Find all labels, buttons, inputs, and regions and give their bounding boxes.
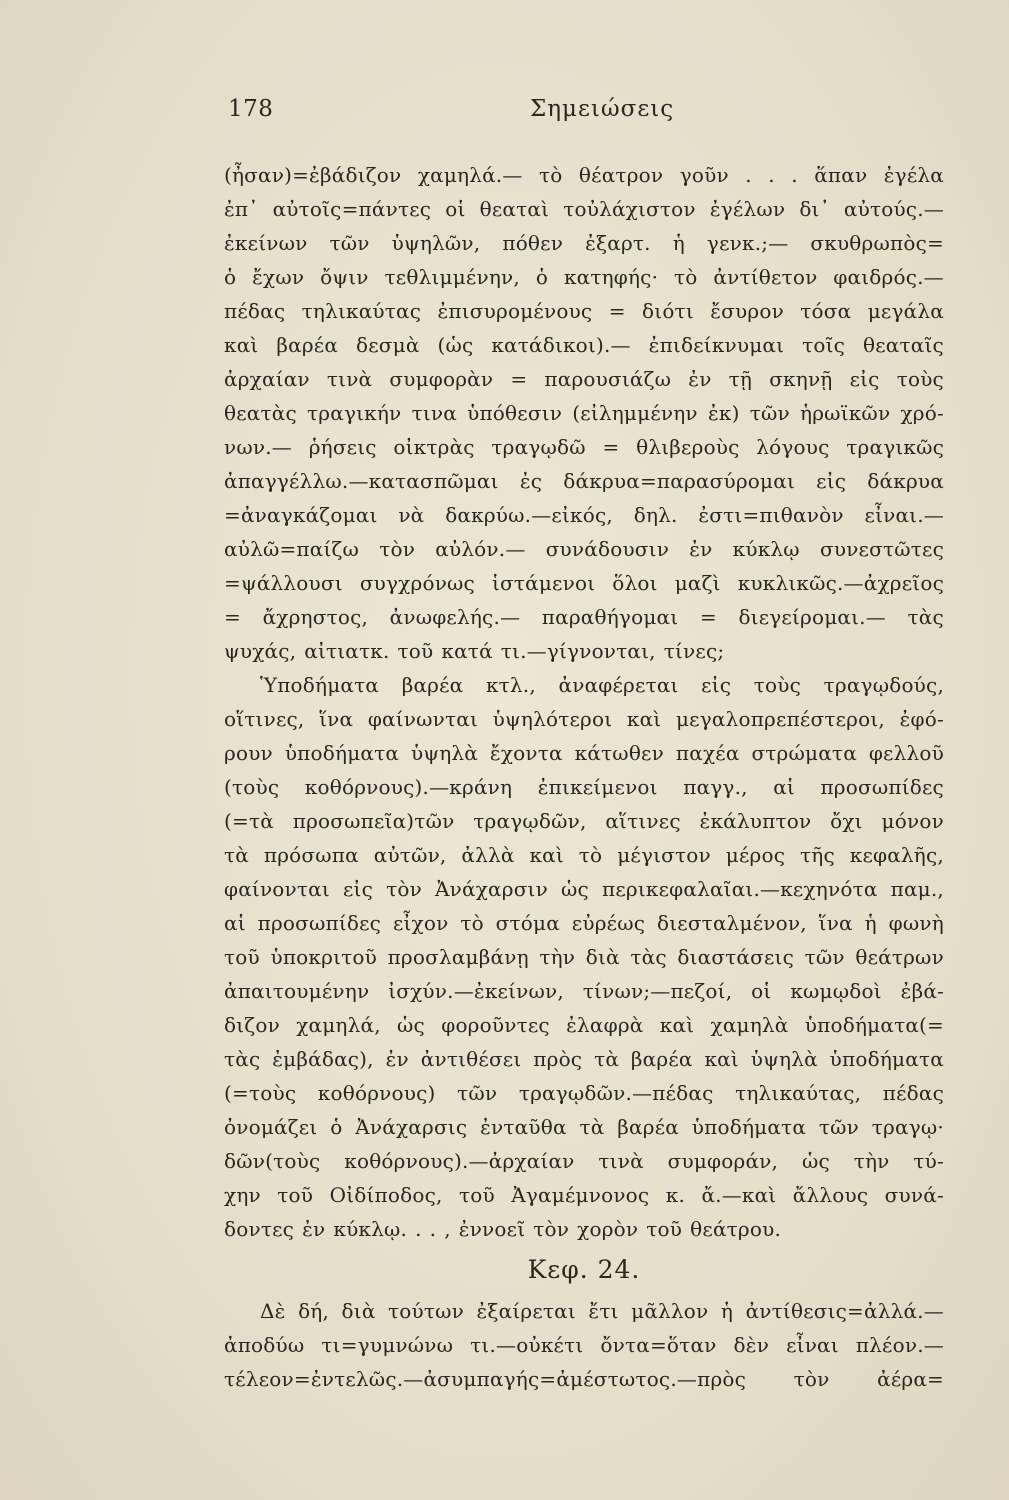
text-line: Δὲ δή, διὰ τούτων ἐξαίρεται ἔτι μᾶλλον ἡ ἀντίθεσις=ἀλλά.— — [260, 1299, 944, 1323]
text-line: ἀρχαίαν τινὰ συμφορὰν = παρουσιάζω ἐν τῇ σκηνῇ εἰς τοὺς — [224, 367, 944, 391]
text-line: δοντες ἐν κύκλῳ. . . , ἐννοεῖ τὸν χορὸν τοῦ θεάτρου. — [224, 1217, 782, 1241]
text-line: (ἦσαν)=ἐβάδιζον χαμηλά.— τὸ θέατρον γοῦν . . . ἅπαν ἐγέλα — [224, 163, 944, 187]
text-line: φαίνονται εἰς τὸν Ἀνάχαρσιν ὡς περικεφαλαῖαι.—κεχηνότα παμ., — [224, 877, 944, 901]
notes-paragraphs — [224, 158, 944, 1246]
text-line: τὰ πρόσωπα αὐτῶν, ἀλλὰ καὶ τὸ μέγιστον μέρος τῆς κεφαλῆς, — [224, 843, 944, 867]
text-line: ἀπαιτουμένην ἰσχύν.—ἐκείνων, τίνων;—πεζοί, οἱ κωμῳδοὶ ἐβά- — [224, 979, 944, 1003]
text-line: οἵτινες, ἵνα φαίνωνται ὑψηλότεροι καὶ μεγαλοπρεπέστεροι, ἐφό- — [224, 707, 944, 731]
text-line: =ψάλλουσι συγχρόνως ἱστάμενοι ὅλοι μαζὶ κυκλικῶς.—ἀχρεῖος — [224, 571, 944, 595]
text-line: τὰς ἐμβάδας), ἐν ἀντιθέσει πρὸς τὰ βαρέα καὶ ὑψηλὰ ὑποδήματα — [224, 1047, 944, 1071]
text-line: (=τοὺς κοθόρνους) τῶν τραγῳδῶν.—πέδας τηλικαύτας, πέδας — [224, 1081, 944, 1105]
text-line: ἀπαγγέλλω.—κατασπῶμαι ἐς δάκρυα=παρασύρομαι εἰς δάκρυα — [224, 469, 944, 493]
text-line: πέδας τηλικαύτας ἐπισυρομένους = διότι ἔσυρον τόσα μεγάλα — [224, 299, 944, 323]
running-head: Σημειώσεις — [530, 96, 675, 122]
text-line: ἐκείνων τῶν ὑψηλῶν, πόθεν ἐξαρτ. ἡ γενκ.;— σκυθρωπὸς= — [224, 231, 944, 255]
text-line: ψυχάς, αἰτιατκ. τοῦ κατά τι.—γίγνονται, τίνες; — [224, 639, 725, 663]
text-line: (τοὺς κοθόρνους).—κράνη ἐπικείμενοι παγγ., αἱ προσωπίδες — [224, 775, 944, 799]
text-line: ὁ ἔχων ὄψιν τεθλιμμένην, ὁ κατηφής· τὸ ἀντίθετον φαιδρός.— — [224, 265, 944, 289]
text-line: Ὑποδήματα βαρέα κτλ., ἀναφέρεται εἰς τοὺς τραγῳδούς, — [260, 673, 944, 697]
text-line: αὐλῶ=παίζω τὸν αὐλόν.— συνάδουσιν ἐν κύκλῳ συνεστῶτες — [224, 537, 944, 561]
text-line: =ἀναγκάζομαι νὰ δακρύω.—εἰκός, δηλ. ἐστι=πιθανὸν εἶναι.— — [224, 503, 944, 527]
text-line: (=τὰ προσωπεῖα)τῶν τραγῳδῶν, αἵτινες ἐκάλυπτον ὄχι μόνον — [224, 809, 944, 833]
text-line: νων.— ῥήσεις οἰκτρὰς τραγῳδῶ = θλιβεροὺς λόγους τραγικῶς — [224, 435, 944, 459]
text-line: ἀποδύω τι=γυμνώνω τι.—οὐκέτι ὄντα=ὅταν δὲν εἶναι πλέον.— — [224, 1333, 944, 1357]
text-line: διζον χαμηλά, ὡς φοροῦντες ἐλαφρὰ καὶ χαμηλὰ ὑποδήματα(= — [224, 1013, 944, 1037]
chapter-notes — [224, 1294, 944, 1396]
chapter-heading: Κεφ. 24. — [527, 1255, 641, 1284]
text-line: = ἄχρηστος, ἀνωφελής.— παραθήγομαι = διεγείρομαι.— τὰς — [224, 605, 944, 629]
body-text — [224, 158, 944, 1396]
text-line: αἱ προσωπίδες εἶχον τὸ στόμα εὐρέως διεσταλμένον, ἵνα ἡ φωνὴ — [224, 911, 944, 935]
text-line: ρουν ὑποδήματα ὑψηλὰ ἔχοντα κάτωθεν παχέα στρώματα φελλοῦ — [224, 741, 944, 765]
page-header — [228, 96, 940, 132]
text-line: θεατὰς τραγικήν τινα ὑπόθεσιν (εἰλημμένην ἐκ) τῶν ἡρωϊκῶν χρό- — [224, 401, 944, 425]
text-line: ἐπ᾿ αὐτοῖς=πάντες οἱ θεαταὶ τοὐλάχιστον ἐγέλων δι᾿ αὐτούς.— — [224, 197, 944, 221]
page-number: 178 — [228, 96, 274, 122]
text-line: καὶ βαρέα δεσμὰ (ὡς κατάδικοι).— ἐπιδείκνυμαι τοῖς θεαταῖς — [224, 333, 944, 357]
text-line: ὀνομάζει ὁ Ἀνάχαρσις ἐνταῦθα τὰ βαρέα ὑποδήματα τῶν τραγῳ· — [224, 1115, 944, 1139]
text-line: χην τοῦ Οἰδίποδος, τοῦ Ἀγαμέμνονος κ. ἄ.—καὶ ἄλλους συνά- — [224, 1183, 944, 1207]
text-line: τοῦ ὑποκριτοῦ προσλαμβάνῃ τὴν διὰ τὰς διαστάσεις τῶν θεάτρων — [224, 945, 944, 969]
text-line: δῶν(τοὺς κοθόρνους).—ἀρχαίαν τινὰ συμφοράν, ὡς τὴν τύ- — [224, 1149, 944, 1173]
text-line: τέλεον=ἐντελῶς.—ἀσυμπαγής=ἀμέστωτος.—πρὸς τὸν ἀέρα= — [224, 1367, 944, 1391]
